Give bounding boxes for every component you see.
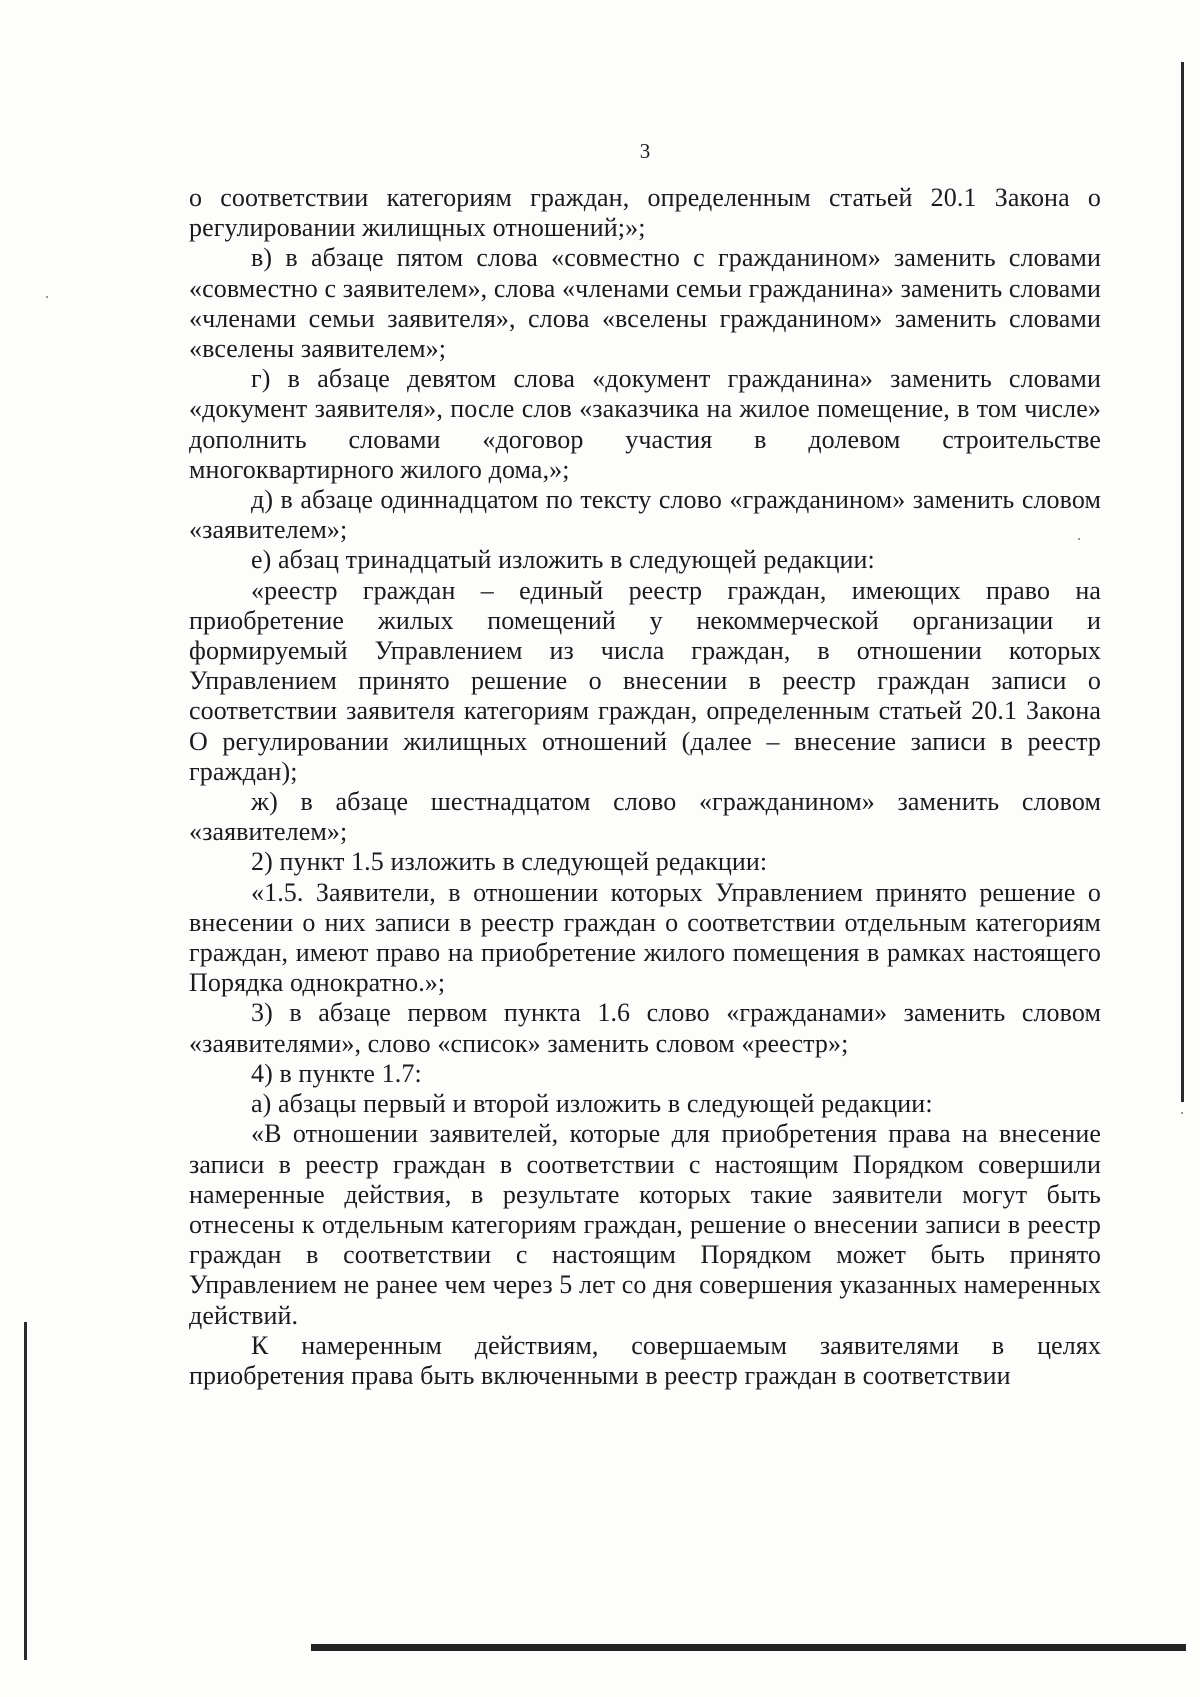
scan-edge-line-right <box>1181 62 1184 1102</box>
paragraph-item-zh: ж) в абзаце шестнадцатом слово «гражданином» заменить словом «заявителем»; <box>189 787 1101 847</box>
document-body <box>189 183 1101 1391</box>
scan-edge-line-left <box>24 1322 27 1660</box>
paragraph-point-3: 3) в абзаце первом пункта 1.6 слово «гражданами» заменить словом «заявителями», слово «список» заменить словом «реестр»; <box>189 998 1101 1058</box>
scan-speck <box>46 296 48 298</box>
paragraph-item-v: в) в абзаце пятом слова «совместно с гражданином» заменить словами «совместно с заявителем», слова «членами семьи гражданина» заменить словами «членами семьи заявителя», слова «вселены гражданином» заменить словами «вселены заявителем»; <box>189 243 1101 364</box>
paragraph-item-e: е) абзац тринадцатый изложить в следующей редакции: <box>251 545 875 575</box>
scan-speck <box>1181 1112 1183 1114</box>
paragraph-item-d: д) в абзаце одиннадцатом по тексту слово «гражданином» заменить словом «заявителем»; <box>189 485 1101 545</box>
paragraph-continuation: о соответствии категориям граждан, определенным статьей 20.1 Закона о регулировании жилищных отношений;»; <box>189 183 1101 243</box>
paragraph-point-2: 2) пункт 1.5 изложить в следующей редакции: <box>251 847 768 877</box>
scan-speck <box>1078 538 1080 540</box>
paragraph-clause-1-5: «1.5. Заявители, в отношении которых Управлением принято решение о внесении о них записи в реестр граждан о соответствии отдельным категориям граждан, имеют право на приобретение жилого помещения в рамках настоящего Порядка однократно.»; <box>189 877 1101 998</box>
paragraph-item-a: а) абзацы первый и второй изложить в следующей редакции: <box>251 1089 933 1119</box>
paragraph-intentional-actions-continued: К намеренным действиям, совершаемым заявителями в целях приобретения права быть включенными в реестр граждан в соответствии <box>189 1330 1101 1390</box>
paragraph-point-4: 4) в пункте 1.7: <box>251 1058 422 1088</box>
paragraph-intentional-actions: «В отношении заявителей, которые для приобретения права на внесение записи в реестр граждан в соответствии с настоящим Порядком совершили намеренные действия, в результате которых такие заявители могут быть отнесены к отдельным категориям граждан, решение о внесении записи в реестр граждан в соответствии с настоящим Порядком может быть принято Управлением не ранее чем через 5 лет со дня совершения указанных намеренных действий. <box>189 1119 1101 1330</box>
paragraph-registry-definition: «реестр граждан – единый реестр граждан, имеющих право на приобретение жилых помещений у некоммерческой организации и формируемый Управлением из числа граждан, в отношении которых Управлением принято решение о внесении в реестр граждан записи о соответствии заявителя категориям граждан, определенным статьей 20.1 Закона О регулировании жилищных отношений (далее – внесение записи в реестр граждан); <box>189 575 1101 786</box>
paragraph-item-g: г) в абзаце девятом слова «документ гражданина» заменить словами «документ заявителя», после слов «заказчика на жилое помещение, в том числе» дополнить словами «договор участия в долевом строительстве многоквартирного жилого дома,»; <box>189 364 1101 484</box>
page-number: 3 <box>639 139 651 163</box>
scan-edge-line-bottom <box>311 1644 1186 1651</box>
